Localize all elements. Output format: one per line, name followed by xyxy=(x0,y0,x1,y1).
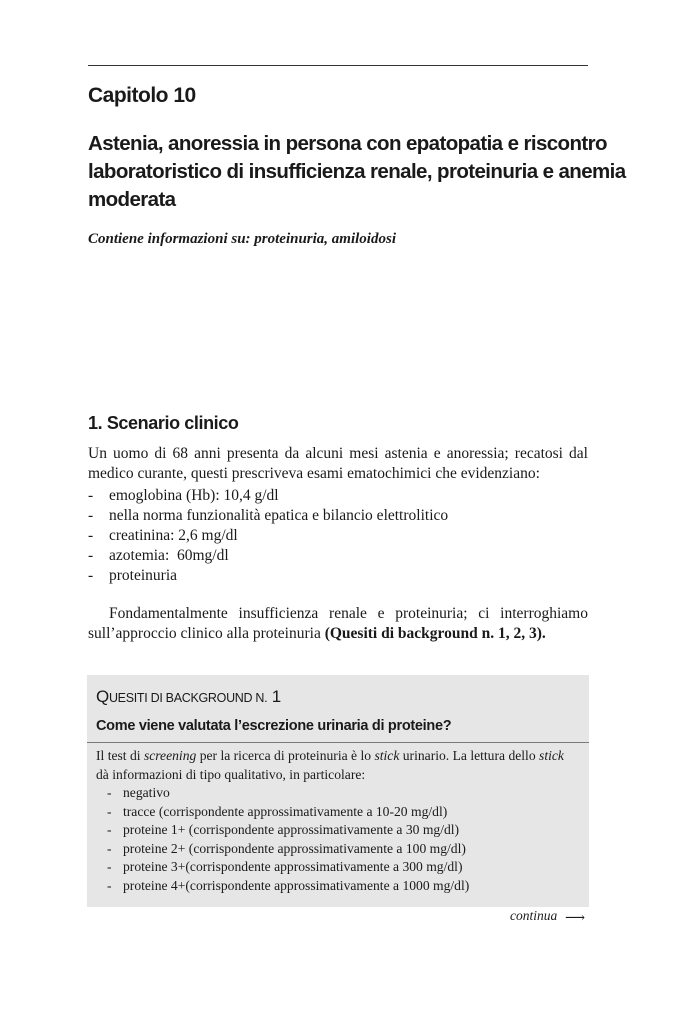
top-rule xyxy=(88,65,588,66)
box-heading xyxy=(96,687,281,707)
list-item: - proteine 1+ (corrispondente approssimativamente a 30 mg/dl) xyxy=(107,822,460,837)
chapter-title-line: laboratoristico di insufficienza renale, proteinuria e anemia xyxy=(88,160,626,183)
box-heading-number: 1 xyxy=(267,687,281,706)
contains-info: Contiene informazioni su: proteinuria, amiloidosi xyxy=(88,231,396,247)
box-divider xyxy=(87,742,589,743)
list-item-text: tracce (corrispondente approssimativamente a 10-20 mg/dl) xyxy=(123,803,448,819)
list-item-text: proteine 3+(corrispondente approssimativamente a 300 mg/dl) xyxy=(123,859,463,874)
box-question: Come viene valutata l’escrezione urinaria di proteine? xyxy=(96,718,452,734)
scenario-intro xyxy=(88,444,588,484)
list-item: - proteine 2+ (corrispondente approssimativamente a 100 mg/dl) xyxy=(107,840,466,856)
paragraph-text: sull’approccio clinico alla proteinuria xyxy=(88,625,325,642)
list-item: - emoglobina (Hb): 10,4 g/dl xyxy=(88,487,279,504)
list-item-text: azotemia: 60mg/dl xyxy=(109,547,229,564)
list-item: - tracce (corrispondente approssimativamente a 10-20 mg/dl) xyxy=(107,803,448,819)
box-body-line: Il test di screening per la ricerca di proteinuria è lo stick urinario. La lettura dello stick xyxy=(96,748,564,763)
list-item-text: proteine 2+ (corrispondente approssimativamente a 100 mg/dl) xyxy=(123,840,466,856)
scenario-intro-line: medico curante, questi prescriveva esami ematochimici che evidenziano: xyxy=(88,465,540,482)
section-number: 1. xyxy=(88,413,103,433)
list-item-text: creatinina: 2,6 mg/dl xyxy=(109,527,238,544)
section-heading xyxy=(88,413,238,434)
lab-results-list xyxy=(88,486,588,586)
list-item-text: proteinuria xyxy=(109,567,178,584)
list-item: - proteinuria xyxy=(88,567,178,584)
list-item-text: proteine 4+(corrispondente approssimativamente a 1000 mg/dl) xyxy=(123,877,470,893)
box-body-line: dà informazioni di tipo qualitativo, in particolare: xyxy=(96,766,366,782)
stick-readings-list xyxy=(96,784,581,895)
chapter-title-line: Astenia, anoressia in persona con epatopatia e riscontro xyxy=(88,132,607,155)
box-body xyxy=(96,747,581,895)
list-item: - proteine 4+(corrispondente approssimativamente a 1000 mg/dl) xyxy=(107,877,470,893)
list-item-text: nella norma funzionalità epatica e bilancio elettrolitico xyxy=(109,507,449,524)
background-question-box xyxy=(87,675,589,907)
list-item: - creatinina: 2,6 mg/dl xyxy=(88,527,238,544)
scenario-paragraph-line xyxy=(88,624,588,644)
background-reference: (Quesiti di background n. 1, 2, 3). xyxy=(324,625,546,642)
list-item-text: negativo xyxy=(123,785,170,800)
box-heading-smallcaps: UESITI DI BACKGROUND N. xyxy=(108,691,268,705)
list-item: - azotemia: 60mg/dl xyxy=(88,547,229,564)
list-item-text: emoglobina (Hb): 10,4 g/dl xyxy=(109,487,279,504)
scenario-paragraph xyxy=(88,604,588,644)
continued-label: continua xyxy=(510,908,558,923)
list-item: - negativo xyxy=(107,785,170,800)
chapter-title xyxy=(88,130,626,214)
scenario-paragraph-line: Fondamentalmente insufficienza renale e proteinuria; ci interroghiamo xyxy=(109,605,588,622)
list-item: - nella norma funzionalità epatica e bilancio elettrolitico xyxy=(88,507,449,524)
list-item: - proteine 3+(corrispondente approssimativamente a 300 mg/dl) xyxy=(107,859,463,874)
box-heading-initial: Q xyxy=(96,687,109,706)
scenario-intro-line: Un uomo di 68 anni presenta da alcuni mesi astenia e anoressia; recatosi dal xyxy=(88,445,588,462)
arrow-right-icon: ⟶ xyxy=(565,911,586,926)
chapter-heading: Capitolo 10 xyxy=(88,84,196,107)
list-item-text: proteine 1+ (corrispondente approssimativamente a 30 mg/dl) xyxy=(123,822,460,837)
section-title: Scenario clinico xyxy=(106,413,239,433)
chapter-title-line: moderata xyxy=(88,188,176,211)
